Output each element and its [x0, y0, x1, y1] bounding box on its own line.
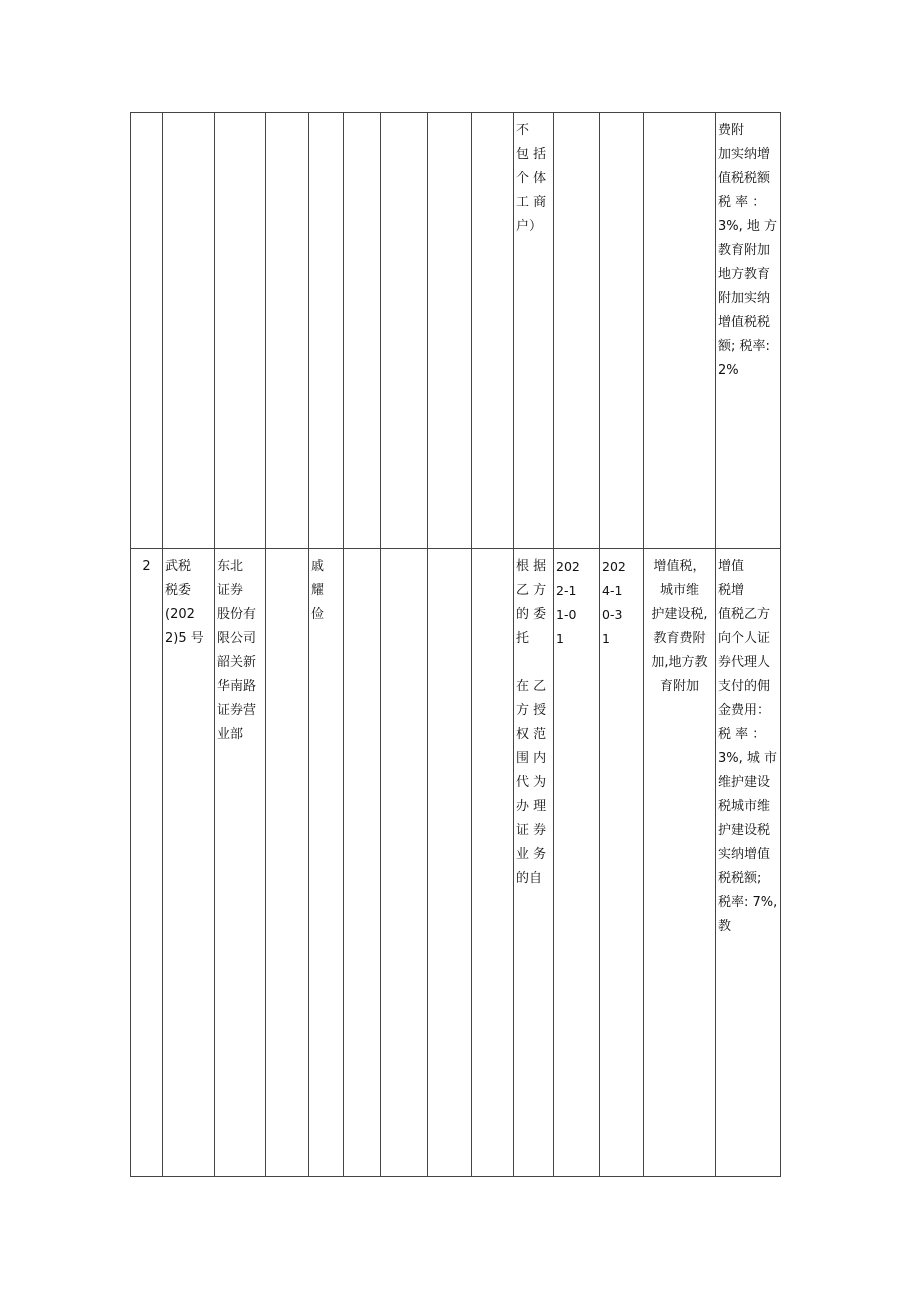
- table-row: [131, 549, 781, 1177]
- cell-no: 2: [131, 549, 163, 1177]
- table-row: [131, 113, 781, 549]
- cell-col8: [428, 549, 472, 1177]
- cell-tax-types: [644, 113, 716, 549]
- cell-rate-detail: 增值 税增 值税乙方 向个人证 券代理人 支付的佣 金费用： 税 率 ： 3%, 城 市 维护建设 税城市维 护建设税 实纳增值 税税额; 税率: 7%, 教: [716, 549, 781, 1177]
- cell-col9: [472, 549, 514, 1177]
- cell-scope: 根 据 乙 方 的 委 托 在 乙 方 授 权 范 围 内 代 为 办 理 证 券 业 务 的自: [514, 549, 554, 1177]
- cell-col4: [266, 549, 309, 1177]
- cell-end-date: 202 4-1 0-3 1: [600, 549, 644, 1177]
- cell-start-date: 202 2-1 1-0 1: [554, 549, 600, 1177]
- cell-person: [309, 113, 344, 549]
- cell-col4: [266, 113, 309, 549]
- cell-no: [131, 113, 163, 549]
- cell-start-date: [554, 113, 600, 549]
- cell-tax-types: 增值税， 城市维 护建设税, 教育费附 加,地方教 育附加: [644, 549, 716, 1177]
- cell-person: 戚 耀 俭: [309, 549, 344, 1177]
- cell-col7: [381, 549, 428, 1177]
- cell-col9: [472, 113, 514, 549]
- cell-org: 东北 证券 股份有 限公司 韶关新 华南路 证券营 业部: [215, 549, 266, 1177]
- cell-doc-no: 武税 税委 (202 2)5 号: [163, 549, 215, 1177]
- cell-org: [215, 113, 266, 549]
- cell-doc-no: [163, 113, 215, 549]
- cell-rate-detail: 费附 加实纳增 值税税额 税 率 ： 3%, 地 方 教育附加 地方教育 附加实纳 增值税税 额; 税率: 2%: [716, 113, 781, 549]
- cell-scope: 不 包 括 个 体 工 商 户）: [514, 113, 554, 549]
- cell-col6: [344, 113, 381, 549]
- cell-col7: [381, 113, 428, 549]
- tax-delegation-table: [130, 112, 781, 1177]
- cell-col6: [344, 549, 381, 1177]
- cell-col8: [428, 113, 472, 549]
- cell-end-date: [600, 113, 644, 549]
